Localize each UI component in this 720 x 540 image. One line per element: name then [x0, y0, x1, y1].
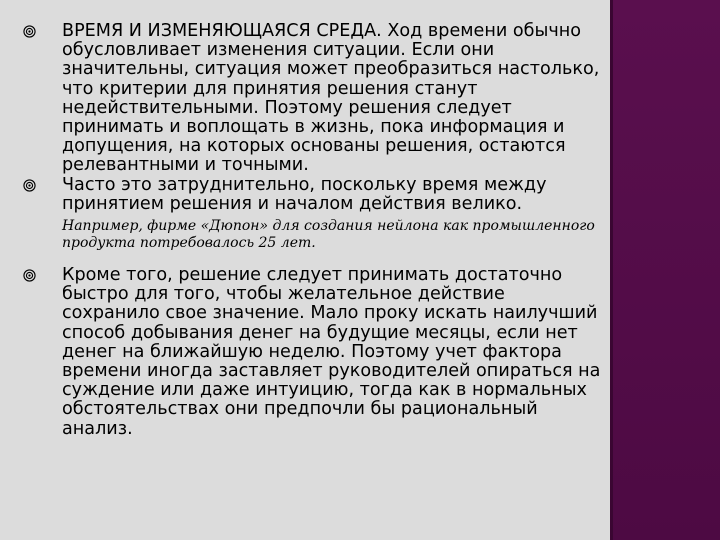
accent-side-bar [613, 0, 720, 540]
bullet-body-text: Ход времени обычно обусловливает изменения ситуации. Если они значительны, ситуация может преобразиться настолько, что критерии для принятия решения станут недействительными. Поэтому решения следует принимать и воплощать в жизнь, пока информация и допущения, на которых основаны решения, остаются релевантными и точными. [62, 21, 600, 176]
slide-content [20, 22, 605, 439]
bullet-item-difficulty [20, 176, 605, 214]
target-bullet-icon [23, 269, 36, 282]
target-bullet-icon [23, 179, 36, 192]
example-note: Например, фирме «Дюпон» для создания нейлона как промышленного продукта потребовалось 25 лет. [62, 218, 595, 252]
target-bullet-icon [23, 25, 36, 38]
bullet-lead-text: ВРЕМЯ И ИЗМЕНЯЮЩАЯСЯ СРЕДА. [62, 21, 382, 41]
bullet-item-speed [20, 266, 605, 439]
bullet-item-time-environment [20, 22, 605, 176]
bullet-body-text: Кроме того, решение следует принимать достаточно быстро для того, чтобы желательное действие сохранило свое значение. Мало проку искать наилучший способ добывания денег на будущие месяцы, если нет денег на ближайшую неделю. Поэтому учет фактора времени иногда заставляет руководителей опираться на суждение или даже интуицию, тогда как в нормальных обстоятельствах они предпочли бы рациональный анализ. [62, 265, 601, 439]
bullet-body-text: Часто это затруднительно, поскольку время между принятием решения и началом действия велико. [62, 174, 547, 214]
